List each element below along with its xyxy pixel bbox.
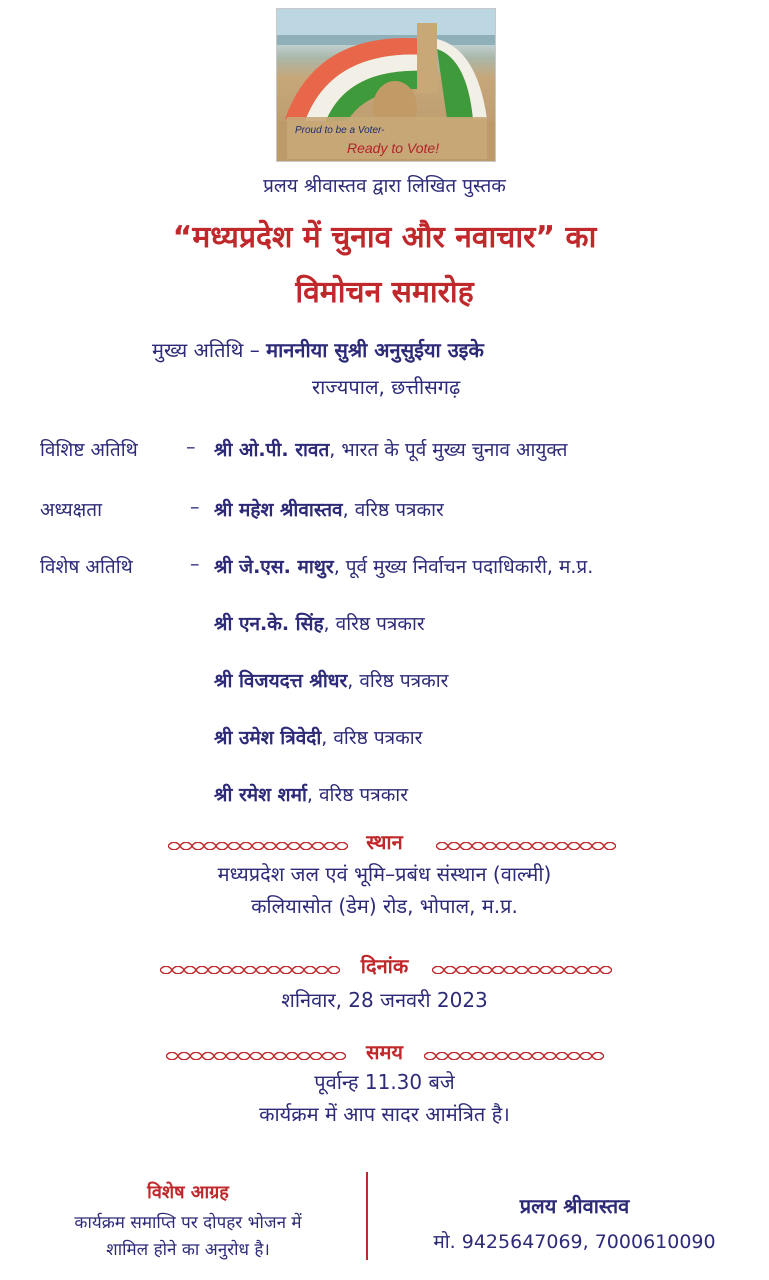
special-guest-item bbox=[214, 724, 422, 750]
distinguished-guest-desc: , भारत के पूर्व मुख्य चुनाव आयुक्त bbox=[329, 439, 568, 461]
time-label: समय bbox=[358, 1038, 411, 1065]
chief-guest-line bbox=[152, 336, 484, 363]
presidency-sep: – bbox=[190, 496, 200, 518]
distinguished-guest-line bbox=[214, 436, 567, 462]
invitation-line: कार्यक्रम में आप सादर आमंत्रित है। bbox=[259, 1102, 510, 1126]
special-guest-desc: , वरिष्ठ पत्रकार bbox=[321, 727, 423, 749]
book-byline: प्रलय श्रीवास्तव द्वारा लिखित पुस्तक bbox=[263, 175, 506, 197]
chief-guest-label: मुख्य अतिथि – bbox=[152, 338, 267, 362]
special-guest-desc: , पूर्व मुख्य निर्वाचन पदाधिकारी, म.प्र. bbox=[333, 556, 594, 578]
special-guest-name: श्री विजयदत्त श्रीधर bbox=[214, 670, 348, 692]
time-divider bbox=[0, 1038, 769, 1068]
sand-art-image bbox=[276, 8, 496, 162]
special-guest-item bbox=[214, 667, 448, 693]
presidency-name: श्री महेश श्रीवास्तव bbox=[214, 499, 343, 521]
special-guest-desc: , वरिष्ठ पत्रकार bbox=[347, 670, 449, 692]
special-guest-item bbox=[214, 553, 593, 579]
time-value: पूर्वान्ह 11.30 बजे bbox=[314, 1070, 455, 1094]
book-title: “मध्यप्रदेश में चुनाव और नवाचार” का bbox=[172, 220, 597, 255]
date-divider bbox=[0, 952, 769, 982]
venue-line-1: मध्यप्रदेश जल एवं भूमि–प्रबंध संस्थान (वाल्मी) bbox=[217, 862, 552, 886]
event-title: विमोचन समारोह bbox=[295, 275, 474, 310]
distinguished-guest-name: श्री ओ.पी. रावत bbox=[214, 439, 330, 461]
special-guest-name: श्री रमेश शर्मा bbox=[214, 784, 307, 806]
special-request-line-2: शामिल होने का अनुरोध है। bbox=[106, 1240, 270, 1260]
contact-phone: मो. 9425647069, 7000610090 bbox=[433, 1231, 716, 1253]
presidency-line bbox=[214, 496, 444, 522]
sign-text-1: Proud to be a Voter- bbox=[295, 125, 385, 136]
venue-divider bbox=[0, 828, 769, 858]
special-guests-label: विशेष अतिथि bbox=[40, 556, 133, 578]
special-guest-desc: , वरिष्ठ पत्रकार bbox=[323, 613, 425, 635]
special-guest-item bbox=[214, 610, 425, 636]
special-request-title: विशेष आग्रह bbox=[147, 1182, 229, 1203]
sign-text-2: Ready to Vote! bbox=[347, 140, 440, 156]
contact-name: प्रलय श्रीवास्तव bbox=[519, 1194, 630, 1218]
sand-art-illustration bbox=[277, 9, 495, 161]
presidency-label: अध्यक्षता bbox=[40, 499, 103, 521]
special-guest-item bbox=[214, 781, 408, 807]
special-guest-name: श्री एन.के. सिंह bbox=[214, 613, 324, 635]
venue-label: स्थान bbox=[358, 828, 410, 855]
special-guest-desc: , वरिष्ठ पत्रकार bbox=[306, 784, 408, 806]
presidency-desc: , वरिष्ठ पत्रकार bbox=[342, 499, 444, 521]
venue-line-2: कलियासोत (डेम) रोड, भोपाल, म.प्र. bbox=[251, 894, 518, 918]
special-guest-name: श्री उमेश त्रिवेदी bbox=[214, 727, 322, 749]
footer-divider bbox=[366, 1172, 368, 1260]
date-value: शनिवार, 28 जनवरी 2023 bbox=[281, 988, 488, 1012]
date-label: दिनांक bbox=[353, 952, 416, 979]
special-request-line-1: कार्यक्रम समाप्ति पर दोपहर भोजन में bbox=[74, 1213, 302, 1233]
special-guests-sep: – bbox=[190, 553, 200, 575]
chief-guest-name: माननीया सुश्री अनुसुईया उइके bbox=[266, 338, 484, 362]
special-guest-name: श्री जे.एस. माथुर bbox=[214, 556, 334, 578]
distinguished-guest-sep: – bbox=[186, 436, 196, 458]
chief-guest-role: राज्यपाल, छत्तीसगढ़ bbox=[312, 375, 461, 399]
distinguished-guest-label: विशिष्ट अतिथि bbox=[40, 439, 138, 461]
